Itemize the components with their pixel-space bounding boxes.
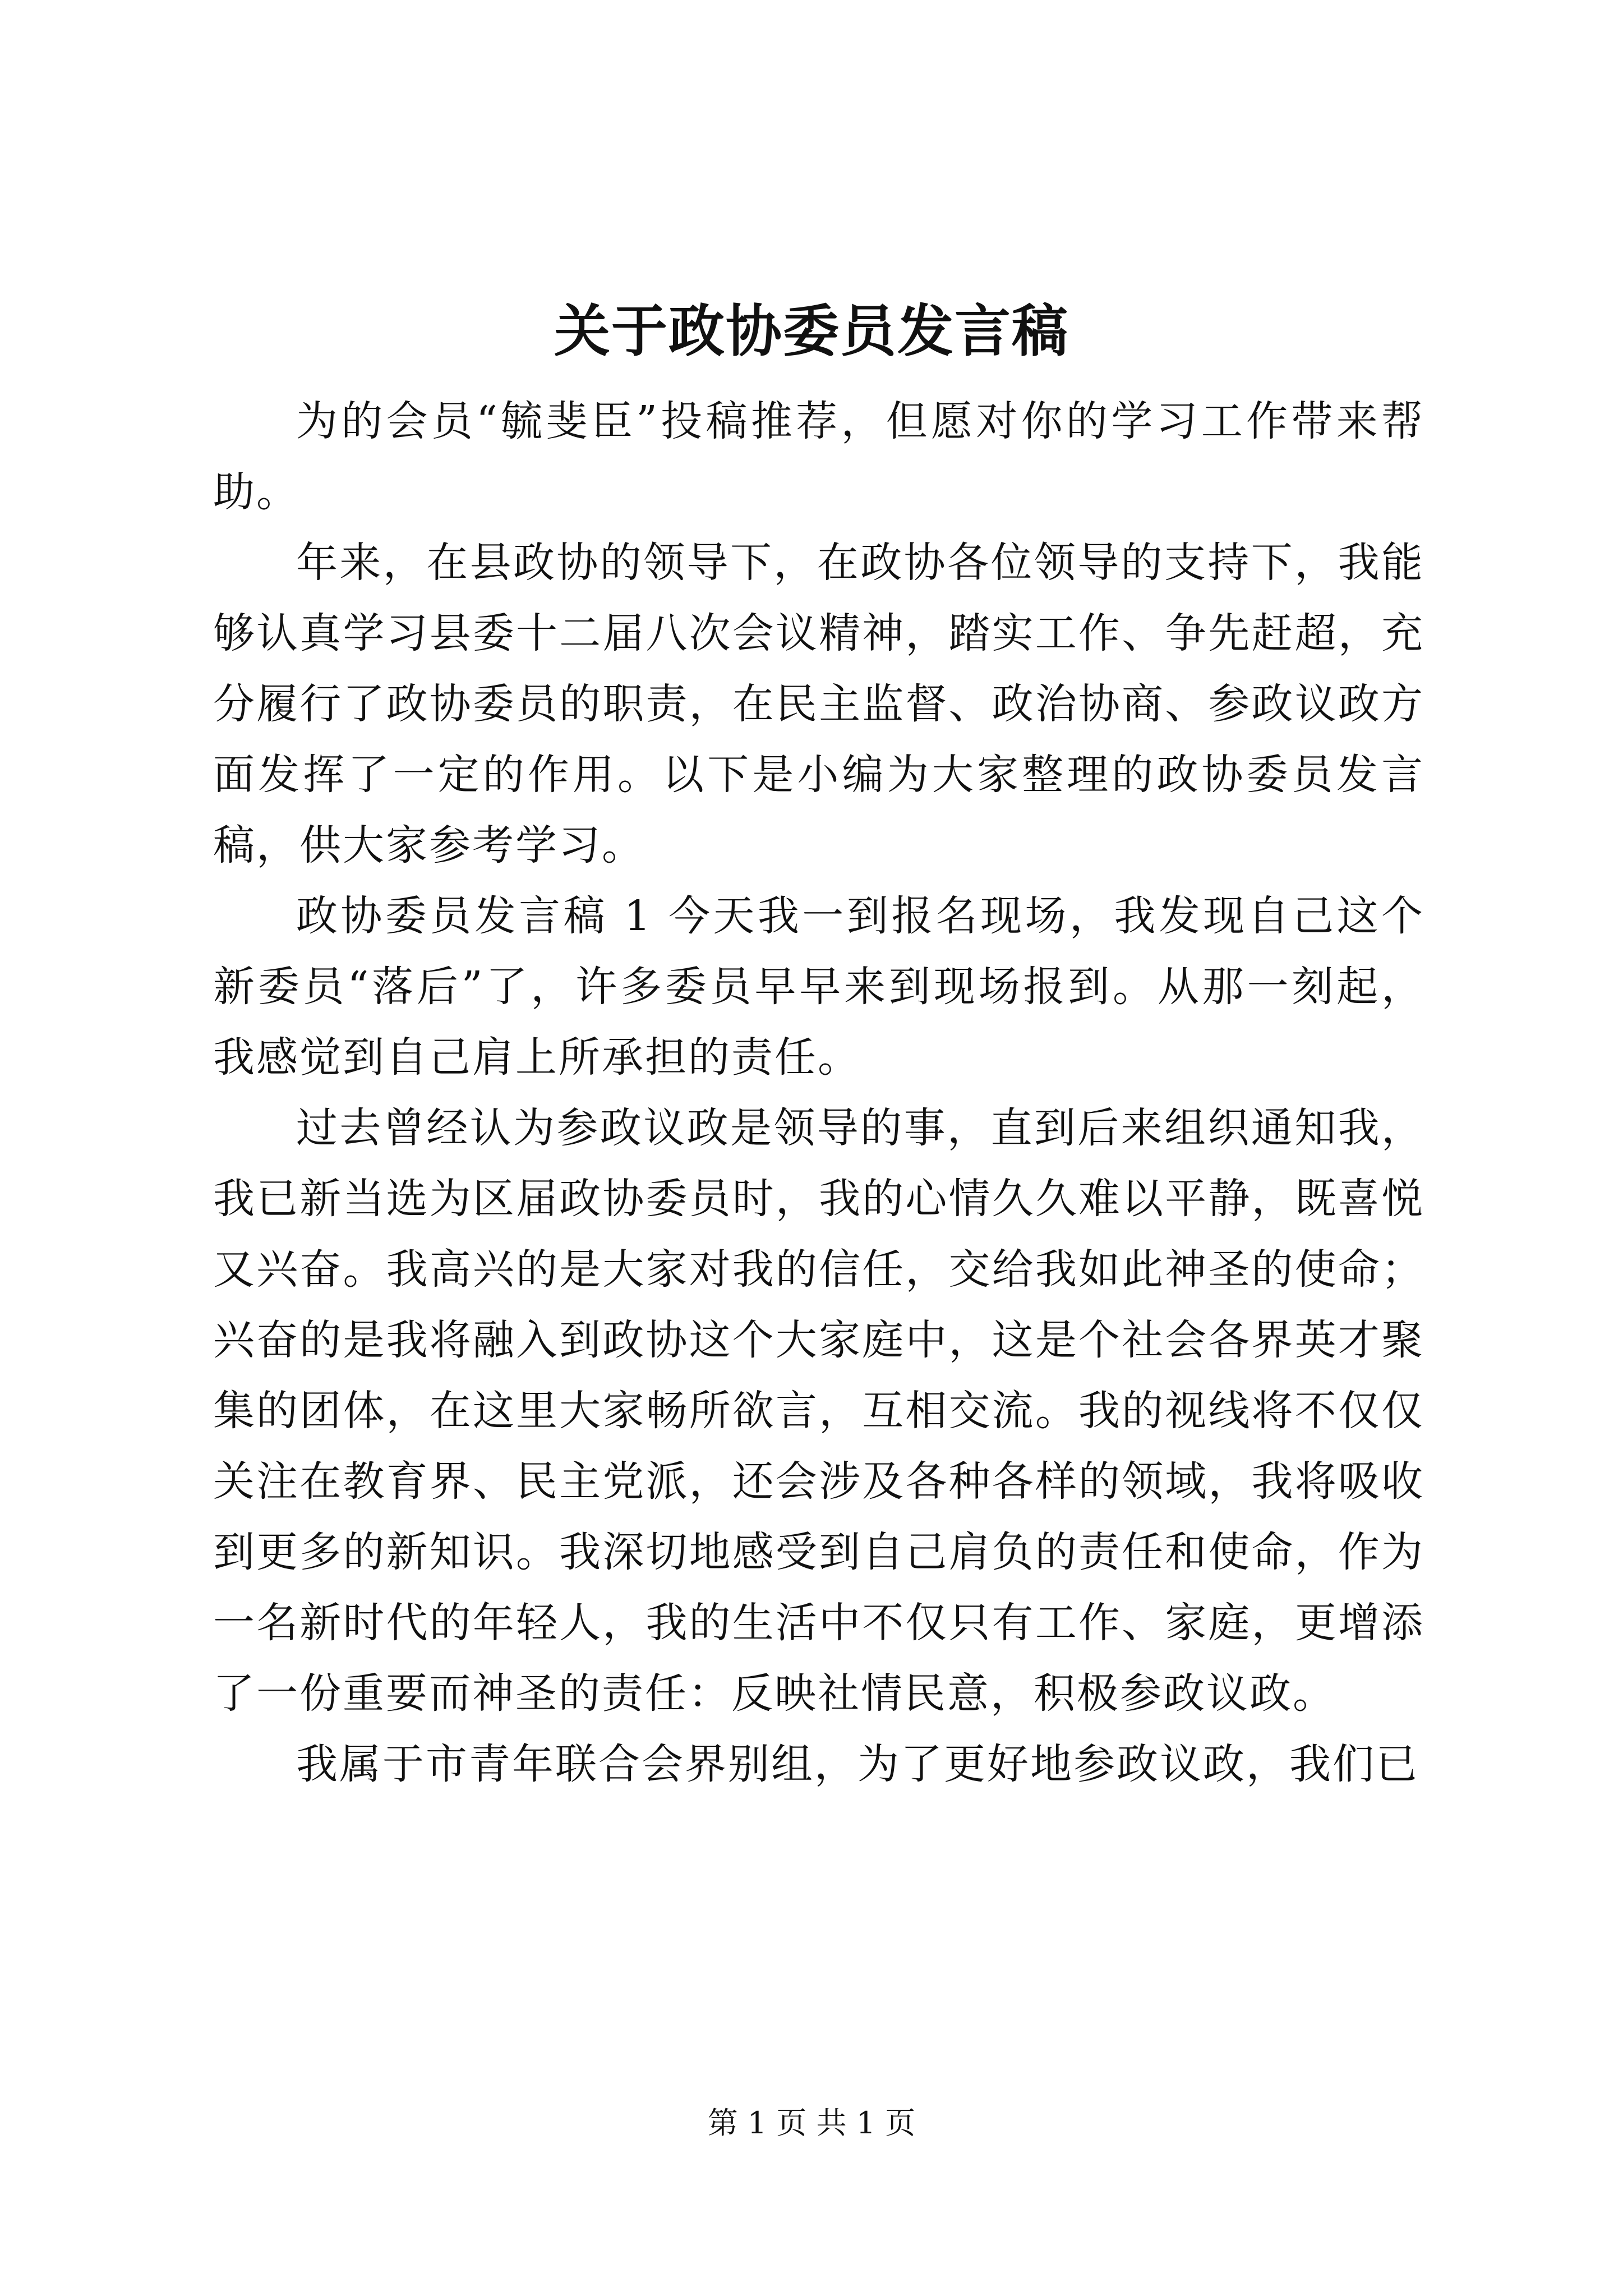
paragraph-speech-1-opening: 政协委员发言稿 1 今天我一到报名现场，我发现自己这个新委员“落后”了，许多委员早早来到现场报到。从那一刻起，我感觉到自己肩上所承担的责任。 <box>213 892 1424 1082</box>
paragraph-intro: 为的会员“毓斐臣”投稿推荐，但愿对你的学习工作带来帮助。 <box>213 397 1424 516</box>
document-body <box>213 386 1424 1800</box>
paragraph-speech-1-continued: 我属于市青年联合会界别组，为了更好地参政议政，我们已 <box>296 1740 1419 1788</box>
paragraph-speech-1-body: 过去曾经认为参政议政是领导的事，直到后来组织通知我，我已新当选为区届政协委员时，我的心情久久难以平静，既喜悦又兴奋。我高兴的是大家对我的信任，交给我如此神圣的使命；兴奋的是我将融入到政协这个大家庭中，这是个社会各界英才聚集的团体，在这里大家畅所欲言，互相交流。我的视线将不仅仅关注在教育界、民主党派，还会涉及各种各样的领域，我将吸收到更多的新知识。我深切地感受到自己肩负的责任和使命，作为一名新时代的年轻人，我的生活中不仅只有工作、家庭，更增添了一份重要而神圣的责任：反映社情民意，积极参政议政。 <box>213 1104 1424 1718</box>
page-footer: 第 1 页 共 1 页 <box>707 2105 916 2141</box>
paragraph-summary: 年来，在县政协的领导下，在政协各位领导的支持下，我能够认真学习县委十二届八次会议精神，踏实工作、争先赶超，充分履行了政协委员的职责，在民主监督、政治协商、参政议政方面发挥了一定的作用。以下是小编为大家整理的政协委员发言稿，供大家参考学习。 <box>213 539 1424 869</box>
document-title: 关于政协委员发言稿 <box>554 298 1069 364</box>
